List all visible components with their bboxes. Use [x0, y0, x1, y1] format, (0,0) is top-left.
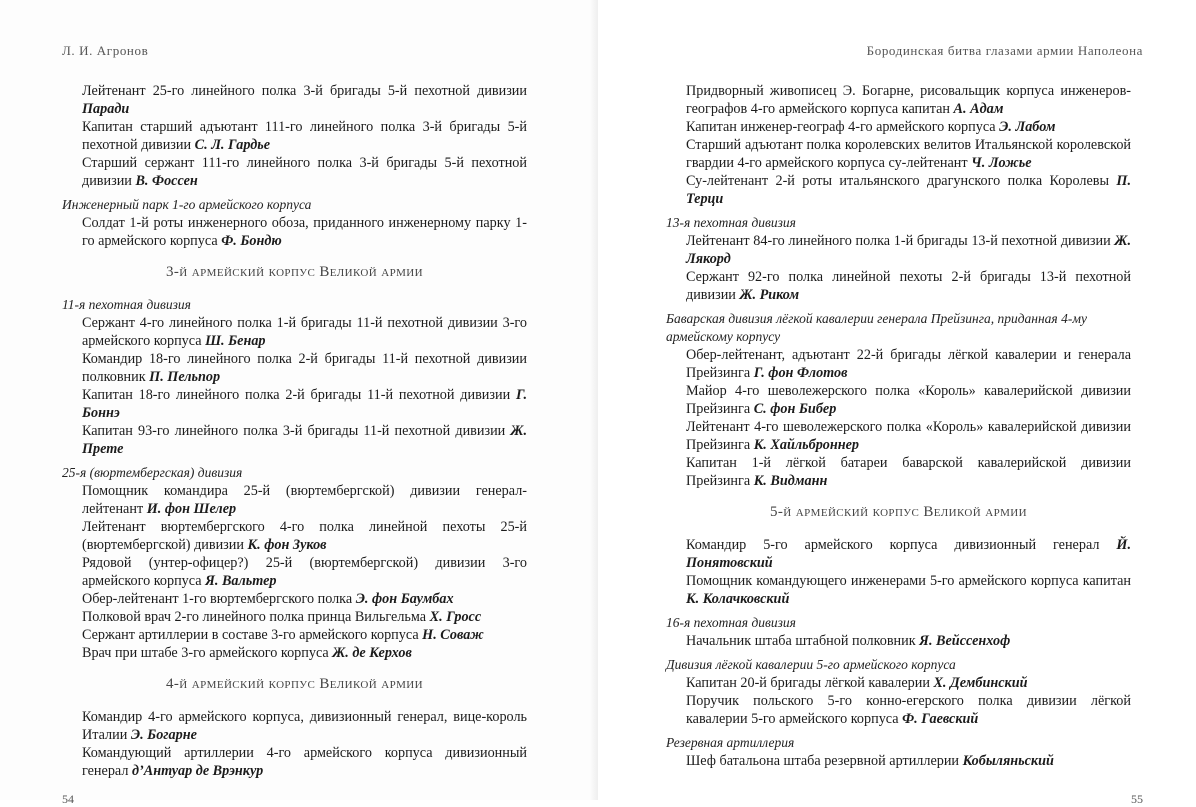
entry: Командир 4-го армейского корпуса, дивизионный генерал, вице-король Италии Э. Богарне	[82, 709, 527, 743]
entry: Майор 4-го шеволежерского полка «Король» кавалерийской дивизии Прейзинга С. фон Бибер	[686, 383, 1131, 417]
entry: Придворный живописец Э. Богарне, рисовальщик корпуса инженеров-географов 4-го армейского корпуса капитан А. Адам	[686, 83, 1131, 117]
entry: Лейтенант 84-го линейного полка 1-й бригады 13-й пехотной дивизии Ж. Лякорд	[686, 233, 1131, 267]
section-cont-5th-division	[62, 82, 527, 190]
entry: Лейтенант 4-го шеволежерского полка «Король» кавалерийской дивизии Прейзинга К. Хайльброннер	[686, 419, 1131, 453]
section-cont-4th-corps	[666, 82, 1131, 208]
entry: Капитан инженер-географ 4-го армейского корпуса Э. Лабом	[686, 119, 1056, 135]
right-column	[666, 82, 1131, 776]
section-25th-division	[62, 464, 527, 662]
entry: Помощник командующего инженерами 5-го армейского корпуса капитан К. Колачковский	[686, 573, 1131, 607]
entry: Помощник командира 25-й (вюртембергской) дивизии генерал-лейтенант И. фон Шелер	[82, 483, 527, 517]
entry: Капитан 1-й лёгкой батареи баварской кавалерийской дивизии Прейзинга К. Видманн	[686, 455, 1131, 489]
entry: Начальник штаба штабной полковник Я. Вейссенхоф	[686, 633, 1011, 649]
entry: Лейтенант вюртембергского 4-го полка линейной пехоты 25-й (вюртембергской) дивизии К. фон Зуков	[82, 519, 527, 553]
entry: Лейтенант 25-го линейного полка 3-й бригады 5-й пехотной дивизии Паради	[82, 83, 527, 117]
entry: Сержант 92-го полка линейной пехоты 2-й бригады 13-й пехотной дивизии Ж. Риком	[686, 269, 1131, 303]
entry: Командир 18-го линейного полка 2-й бригады 11-й пехотной дивизии полковник П. Пельпор	[82, 351, 527, 385]
entry: Командир 5-го армейского корпуса дивизионный генерал Й. Понятовский	[686, 537, 1131, 571]
running-head-author: Л. И. Агронов	[62, 43, 149, 58]
section-heading: Инженерный парк 1-го армейского корпуса	[62, 197, 312, 212]
corps-heading-4: 4-й армейский корпус Великой армии	[166, 676, 423, 692]
running-head-title: Бородинская битва глазами армии Наполеона	[866, 43, 1143, 58]
entry: Рядовой (унтер-офицер?) 25-й (вюртембергской) дивизии 3-го армейского корпуса Я. Вальтер	[82, 555, 527, 589]
section-11th-division	[62, 296, 527, 458]
entry: Капитан 20-й бригады лёгкой кавалерии Х. Дембинский	[686, 675, 1028, 691]
entry: Капитан старший адъютант 111-го линейного полка 3-й бригады 5-й пехотной дивизии С. Л. Гардье	[82, 119, 527, 153]
corps-heading-5: 5-й армейский корпус Великой армии	[770, 504, 1027, 520]
corps-heading-3: 3-й армейский корпус Великой армии	[166, 264, 423, 280]
section-16th-division	[666, 614, 1131, 650]
entry: Капитан 18-го линейного полка 2-й бригады 11-й пехотной дивизии Г. Боннэ	[82, 387, 527, 421]
entry: Полковой врач 2-го линейного полка принца Вильгельма Х. Гросс	[82, 609, 482, 625]
entry: Старший сержант 111-го линейного полка 3-й бригады 5-й пехотной дивизии В. Фоссен	[82, 155, 527, 189]
left-page	[0, 0, 598, 806]
entry: Сержант артиллерии в составе 3-го армейского корпуса Н. Соваж	[82, 627, 484, 643]
section-engineer-park	[62, 196, 527, 250]
section-reserve-artillery	[666, 734, 1131, 770]
section-4th-corps-command	[62, 708, 527, 780]
entry: Сержант 4-го линейного полка 1-й бригады 11-й пехотной дивизии 3-го армейского корпуса Ш. Бенар	[82, 315, 527, 349]
section-heading: 16-я пехотная дивизия	[666, 615, 796, 630]
entry: Су-лейтенант 2-й роты итальянского драгунского полка Королевы П. Терци	[686, 173, 1131, 207]
page-number-left: 54	[62, 792, 74, 806]
entry: Шеф батальона штаба резервной артиллерии Кобыляньский	[686, 753, 1054, 769]
left-column	[62, 82, 527, 786]
entry: Старший адъютант полка королевских велитов Итальянской королевской гвардии 4-го армейского корпуса су-лейтенант Ч. Ложье	[686, 137, 1131, 171]
entry: Врач при штабе 3-го армейского корпуса Ж. де Керхов	[82, 645, 412, 661]
section-bavarian-cavalry	[666, 310, 1131, 490]
section-heading: Дивизия лёгкой кавалерии 5-го армейского корпуса	[666, 657, 956, 672]
section-5th-corps-command	[666, 536, 1131, 608]
section-heading: 25-я (вюртембергская) дивизия	[62, 465, 243, 480]
section-heading: Баварская дивизия лёгкой кавалерии генерала Прейзинга, приданная 4-му армейскому корпусу	[666, 311, 1087, 344]
entry: Обер-лейтенант 1-го вюртембергского полка Э. фон Баумбах	[82, 591, 454, 607]
section-heading: Резервная артиллерия	[666, 735, 795, 750]
entry: Капитан 93-го линейного полка 3-й бригады 11-й пехотной дивизии Ж. Прете	[82, 423, 527, 457]
right-page	[598, 0, 1196, 806]
entry: Обер-лейтенант, адъютант 22-й бригады лёгкой кавалерии и генерала Прейзинга Г. фон Флотов	[686, 347, 1131, 381]
entry: Поручик польского 5-го конно-егерского полка дивизии лёгкой кавалерии 5-го армейского корпуса Ф. Гаевский	[686, 693, 1131, 727]
section-light-cavalry-5th	[666, 656, 1131, 728]
section-heading: 11-я пехотная дивизия	[62, 297, 191, 312]
section-13th-division	[666, 214, 1131, 304]
page-number-right: 55	[1131, 792, 1143, 806]
section-heading: 13-я пехотная дивизия	[666, 215, 796, 230]
entry: Командующий артиллерии 4-го армейского корпуса дивизионный генерал д’Антуар де Врэнкур	[82, 745, 527, 779]
entry: Солдат 1-й роты инженерного обоза, приданного инженерному парку 1-го армейского корпуса Ф. Бондю	[82, 215, 527, 249]
